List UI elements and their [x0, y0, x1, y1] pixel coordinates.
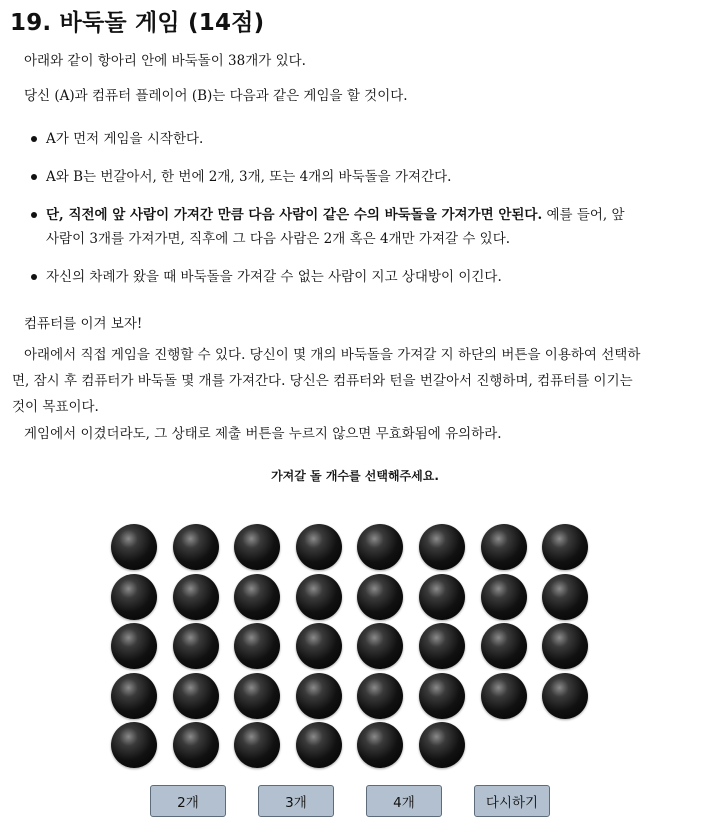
how-to-line-1: 아래에서 직접 게임을 진행할 수 있다. 당신이 몇 개의 바둑돌을 가져갈 지 하단의 버튼을 이용하여 선택하	[24, 347, 641, 363]
rule-4-text: 자신의 차례가 왔을 때 바둑돌을 가져갈 수 없는 사람이 지고 상대방이 이긴다.	[46, 269, 502, 285]
stone	[542, 623, 588, 669]
take-3-button[interactable]: 3개	[258, 785, 334, 817]
stone	[296, 673, 342, 719]
stone	[234, 722, 280, 768]
intro-line-2: 당신 (A)과 컴퓨터 플레이어 (B)는 다음과 같은 게임을 할 것이다.	[24, 88, 408, 104]
stone	[234, 673, 280, 719]
rule-1-text: A가 먼저 게임을 시작한다.	[46, 131, 204, 147]
take-2-button[interactable]: 2개	[150, 785, 226, 817]
take-4-button[interactable]: 4개	[366, 785, 442, 817]
stone	[481, 673, 527, 719]
challenge-text: 컴퓨터를 이겨 보자!	[24, 316, 143, 332]
stone	[173, 574, 219, 620]
stone	[296, 524, 342, 570]
rule-3-line-2: 사람이 3개를 가져가면, 직후에 그 다음 사람은 2개 혹은 4개만 가져갈 수 있다.	[46, 231, 511, 247]
rule-2-text: A와 B는 번갈아서, 한 번에 2개, 3개, 또는 4개의 바둑돌을 가져간다.	[46, 169, 452, 185]
stone	[173, 673, 219, 719]
stone	[234, 574, 280, 620]
stone	[419, 623, 465, 669]
stone	[542, 524, 588, 570]
stone	[296, 722, 342, 768]
warning-text: 게임에서 이겼더라도, 그 상태로 제출 버튼을 누르지 않으면 무효화됨에 유의하라.	[24, 426, 502, 442]
stone	[357, 574, 403, 620]
reset-button[interactable]: 다시하기	[474, 785, 550, 817]
stone	[481, 574, 527, 620]
stone	[111, 623, 157, 669]
stone	[234, 524, 280, 570]
stone	[111, 524, 157, 570]
stone	[173, 722, 219, 768]
rule-3-emphasis: 단, 직전에 앞 사람이 가져간 만큼 다음 사람이 같은 수의 바둑돌을 가져가면 안된다.	[46, 207, 543, 223]
stone	[542, 574, 588, 620]
stone	[542, 673, 588, 719]
stone	[111, 673, 157, 719]
stone	[234, 623, 280, 669]
intro-line-1: 아래와 같이 항아리 안에 바둑돌이 38개가 있다.	[24, 53, 306, 69]
stone	[419, 673, 465, 719]
stone	[419, 524, 465, 570]
stone	[419, 722, 465, 768]
stone	[357, 673, 403, 719]
stone	[296, 574, 342, 620]
stone	[111, 574, 157, 620]
stone	[173, 524, 219, 570]
stone	[173, 623, 219, 669]
stone	[357, 524, 403, 570]
game-instruction: 가져갈 돌 개수를 선택해주세요.	[271, 469, 439, 483]
rule-3-example: 예를 들어, 앞	[542, 207, 625, 223]
how-to-line-3: 것이 목표이다.	[12, 399, 99, 415]
stone	[481, 524, 527, 570]
stone	[357, 722, 403, 768]
stone	[357, 623, 403, 669]
page-title: 19. 바둑돌 게임 (14점)	[10, 10, 265, 36]
stone	[111, 722, 157, 768]
stone	[419, 574, 465, 620]
stone	[296, 623, 342, 669]
stone	[481, 623, 527, 669]
how-to-line-2: 면, 잠시 후 컴퓨터가 바둑돌 몇 개를 가져간다. 당신은 컴퓨터와 턴을 번갈아서 진행하며, 컴퓨터를 이기는	[12, 373, 633, 389]
